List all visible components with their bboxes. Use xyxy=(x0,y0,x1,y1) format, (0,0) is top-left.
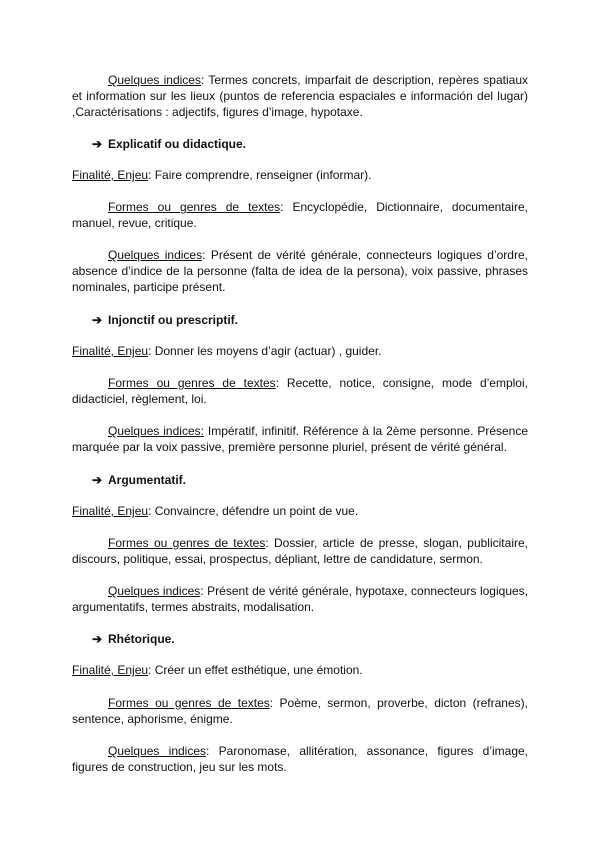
formes-paragraph: Formes ou genres de textes: Dossier, article de presse, slogan, publicitaire, discours, politique, essai, prospectus, dépliant, lettre de candidature, sermon. xyxy=(72,536,528,566)
finalite-paragraph: Finalité, Enjeu: Donner les moyens d’agir (actuar) , guider. xyxy=(72,344,382,358)
indices-label: Quelques indices xyxy=(108,73,201,87)
section-heading-rhetorique: ➔ Rhétorique. xyxy=(92,632,175,646)
finalite-paragraph: Finalité, Enjeu: Faire comprendre, renseigner (informar). xyxy=(72,168,372,182)
formes-paragraph: Formes ou genres de textes: Recette, notice, consigne, mode d’emploi, didacticiel, règlement, loi. xyxy=(72,376,528,406)
formes-paragraph: Formes ou genres de textes: Poème, sermon, proverbe, dicton (refranes), sentence, aphorisme, énigme. xyxy=(72,696,528,726)
arrow-icon: ➔ xyxy=(92,137,103,151)
indices-text: : Termes concrets, imparfait de description, repères spatiaux et information sur les lieux (puntos de referencia espaciales e información del lugar) ,Caractérisations : adjectifs, figures d’image, hypotaxe. xyxy=(72,73,528,119)
indices-paragraph: Quelques indices: Présent de vérité générale, hypotaxe, connecteurs logiques, argumentatifs, termes abstraits, modalisation. xyxy=(72,584,529,614)
arrow-icon: ➔ xyxy=(92,473,103,487)
section-heading-explicatif: ➔ Explicatif ou didactique. xyxy=(92,137,247,151)
arrow-icon: ➔ xyxy=(92,632,103,646)
formes-paragraph: Formes ou genres de textes: Encyclopédie, Dictionnaire, documentaire, manuel, revue, critique. xyxy=(72,200,528,230)
indices-paragraph: Quelques indices: Paronomase, allitération, assonance, figures d’image, figures de construction, jeu sur les mots. xyxy=(72,744,528,774)
section-heading-argumentatif: ➔ Argumentatif. xyxy=(92,473,186,487)
intro-indices-paragraph xyxy=(72,72,528,120)
section-heading-injonctif: ➔ Injonctif ou prescriptif. xyxy=(92,313,239,327)
finalite-paragraph: Finalité, Enjeu: Créer un effet esthétique, une émotion. xyxy=(72,663,363,677)
indices-paragraph: Quelques indices: Présent de vérité générale, connecteurs logiques d’ordre, absence d’indice de la personne (falta de idea de la persona), voix passive, phrases nominales, participe présent. xyxy=(72,248,528,294)
finalite-paragraph: Finalité, Enjeu: Convaincre, défendre un point de vue. xyxy=(72,504,359,518)
arrow-icon: ➔ xyxy=(92,313,103,327)
indices-paragraph: Quelques indices: Impératif, infinitif. Référence à la 2ème personne. Présence marquée par la voix passive, première personne pluriel, présent de vérité général. xyxy=(72,424,529,454)
